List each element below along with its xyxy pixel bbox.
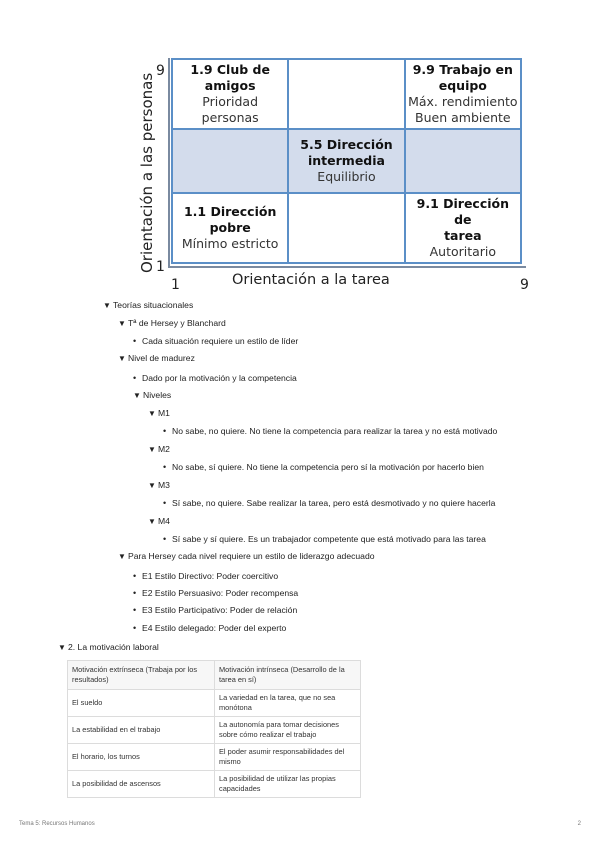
list-item	[163, 426, 497, 437]
triangle-down-icon[interactable]: ▼	[148, 481, 156, 490]
table-cell: La posibilidad de utilizar las propias capacidades	[215, 771, 361, 798]
y-axis-min: 1	[156, 259, 165, 275]
triangle-down-icon[interactable]: ▼	[133, 391, 141, 400]
toggle-label: Tª de Hersey y Blanchard	[128, 318, 226, 328]
table-header-cell: Motivación extrínseca (Trabaja por los resultados)	[68, 661, 215, 690]
x-axis-line	[168, 266, 526, 268]
table-cell: El horario, los turnos	[68, 744, 215, 771]
list-item-text: E3 Estilo Participativo: Poder de relación	[142, 605, 298, 615]
cell-title: 9.9 Trabajo en	[412, 62, 513, 77]
table-row	[68, 744, 361, 771]
list-item-text: No sabe, sí quiere. No tiene la competencia pero sí la motivación por hacerlo bien	[172, 462, 484, 472]
toggle-m3[interactable]	[148, 480, 170, 491]
cell-subtitle: Buen ambiente	[415, 110, 511, 125]
toggle-label: Nivel de madurez	[128, 353, 195, 363]
toggle-label: Para Hersey cada nivel requiere un estilo de liderazgo adecuado	[128, 551, 375, 561]
cell-1-1	[172, 193, 288, 263]
list-item	[133, 571, 278, 582]
cell-title: 5.5 Dirección	[300, 137, 393, 152]
table-cell: La estabilidad en el trabajo	[68, 717, 215, 744]
y-axis-label: Orientación a las personas	[138, 72, 156, 273]
triangle-down-icon[interactable]: ▼	[118, 552, 126, 561]
triangle-down-icon[interactable]: ▼	[58, 643, 66, 652]
cell-9-9	[405, 59, 521, 129]
list-item	[133, 605, 297, 616]
footer-document-title: Tema 5: Recursos Humanos	[19, 821, 95, 827]
cell-subtitle: Prioridad personas	[201, 94, 259, 125]
list-item	[163, 462, 484, 473]
list-item-text: E1 Estilo Directivo: Poder coercitivo	[142, 571, 279, 581]
bullet-icon: •	[133, 623, 137, 633]
list-item-text: Sí sabe, no quiere. Sabe realizar la tarea, pero está desmotivado y no quiere hacerla	[172, 498, 496, 508]
table-cell: El poder asumir responsabilidades del mismo	[215, 744, 361, 771]
bullet-icon: •	[163, 534, 167, 544]
bullet-icon: •	[133, 588, 137, 598]
list-item	[133, 588, 298, 599]
triangle-down-icon[interactable]: ▼	[148, 517, 156, 526]
table-cell: La autonomía para tomar decisiones sobre cómo realizar el trabajo	[215, 717, 361, 744]
list-item	[133, 623, 286, 634]
y-axis-max: 9	[156, 63, 165, 79]
x-axis-label: Orientación a la tarea	[232, 272, 390, 288]
cell-9-1	[405, 193, 521, 263]
toggle-label: 2. La motivación laboral	[68, 642, 159, 652]
cell-title: 9.1 Dirección de	[416, 196, 510, 227]
bullet-icon: •	[163, 498, 167, 508]
toggle-label: M2	[158, 444, 170, 454]
toggle-label: M3	[158, 480, 170, 490]
toggle-para-hersey[interactable]	[118, 551, 375, 562]
list-item-text: Cada situación requiere un estilo de líder	[142, 336, 299, 346]
x-axis-min: 1	[171, 277, 180, 293]
cell-title: intermedia	[308, 153, 385, 168]
cell-title: 1.9 Club de amigos	[190, 62, 270, 93]
list-item-text: E4 Estilo delegado: Poder del experto	[142, 623, 287, 633]
x-axis-max: 9	[520, 277, 529, 293]
cell-subtitle: Máx. rendimiento	[408, 94, 518, 109]
cell-title: 1.1 Dirección	[183, 204, 277, 219]
bullet-icon: •	[133, 373, 137, 383]
grid-table	[171, 58, 522, 264]
toggle-label: M1	[158, 408, 170, 418]
triangle-down-icon[interactable]: ▼	[103, 301, 111, 310]
triangle-down-icon[interactable]: ▼	[148, 445, 156, 454]
motivation-table	[67, 660, 361, 798]
cell-title: pobre	[209, 220, 251, 235]
toggle-m1[interactable]	[148, 408, 170, 419]
toggle-madurez[interactable]	[118, 353, 195, 364]
table-cell: La variedad en la tarea, que no sea monótona	[215, 690, 361, 717]
cell-empty	[288, 193, 404, 263]
toggle-teorias[interactable]	[103, 300, 193, 311]
bullet-icon: •	[133, 336, 137, 346]
bullet-icon: •	[163, 462, 167, 472]
list-item	[163, 534, 486, 545]
toggle-niveles[interactable]	[133, 390, 171, 401]
list-item	[163, 498, 495, 509]
list-item	[133, 336, 298, 347]
triangle-down-icon[interactable]: ▼	[118, 354, 126, 363]
cell-5-5	[288, 129, 404, 193]
list-item-text: Sí sabe y sí quiere. Es un trabajador competente que está motivado para las tarea	[172, 534, 486, 544]
bullet-icon: •	[133, 571, 137, 581]
cell-title: equipo	[438, 78, 487, 93]
cell-empty	[172, 129, 288, 193]
table-row	[68, 690, 361, 717]
cell-empty	[405, 129, 521, 193]
cell-subtitle: Mínimo estricto	[181, 236, 279, 251]
table-cell: El sueldo	[68, 690, 215, 717]
table-row	[68, 771, 361, 798]
bullet-icon: •	[163, 426, 167, 436]
toggle-label: Niveles	[143, 390, 172, 400]
cell-title: tarea	[444, 228, 482, 243]
table-row	[68, 717, 361, 744]
list-item-text: E2 Estilo Persuasivo: Poder recompensa	[142, 588, 299, 598]
y-axis-line	[168, 58, 170, 268]
cell-1-9	[172, 59, 288, 129]
toggle-label: Teorías situacionales	[113, 300, 194, 310]
cell-subtitle: Equilibrio	[317, 169, 376, 184]
table-header-cell: Motivación intrínseca (Desarrollo de la tarea en sí)	[215, 661, 361, 690]
toggle-m4[interactable]	[148, 516, 170, 527]
toggle-motivacion[interactable]	[58, 642, 159, 653]
list-item-text: Dado por la motivación y la competencia	[142, 373, 297, 383]
toggle-m2[interactable]	[148, 444, 170, 455]
list-item-text: No sabe, no quiere. No tiene la competencia para realizar la tarea y no está motivado	[172, 426, 498, 436]
table-header-row	[68, 661, 361, 690]
toggle-label: M4	[158, 516, 170, 526]
list-item	[133, 373, 297, 384]
triangle-down-icon[interactable]: ▼	[118, 319, 126, 328]
cell-subtitle: Autoritario	[429, 244, 497, 259]
bullet-icon: •	[133, 605, 137, 615]
triangle-down-icon[interactable]: ▼	[148, 409, 156, 418]
toggle-hersey[interactable]	[118, 318, 226, 329]
table-cell: La posibilidad de ascensos	[68, 771, 215, 798]
footer-page-number: 2	[577, 821, 581, 827]
cell-empty	[288, 59, 404, 129]
